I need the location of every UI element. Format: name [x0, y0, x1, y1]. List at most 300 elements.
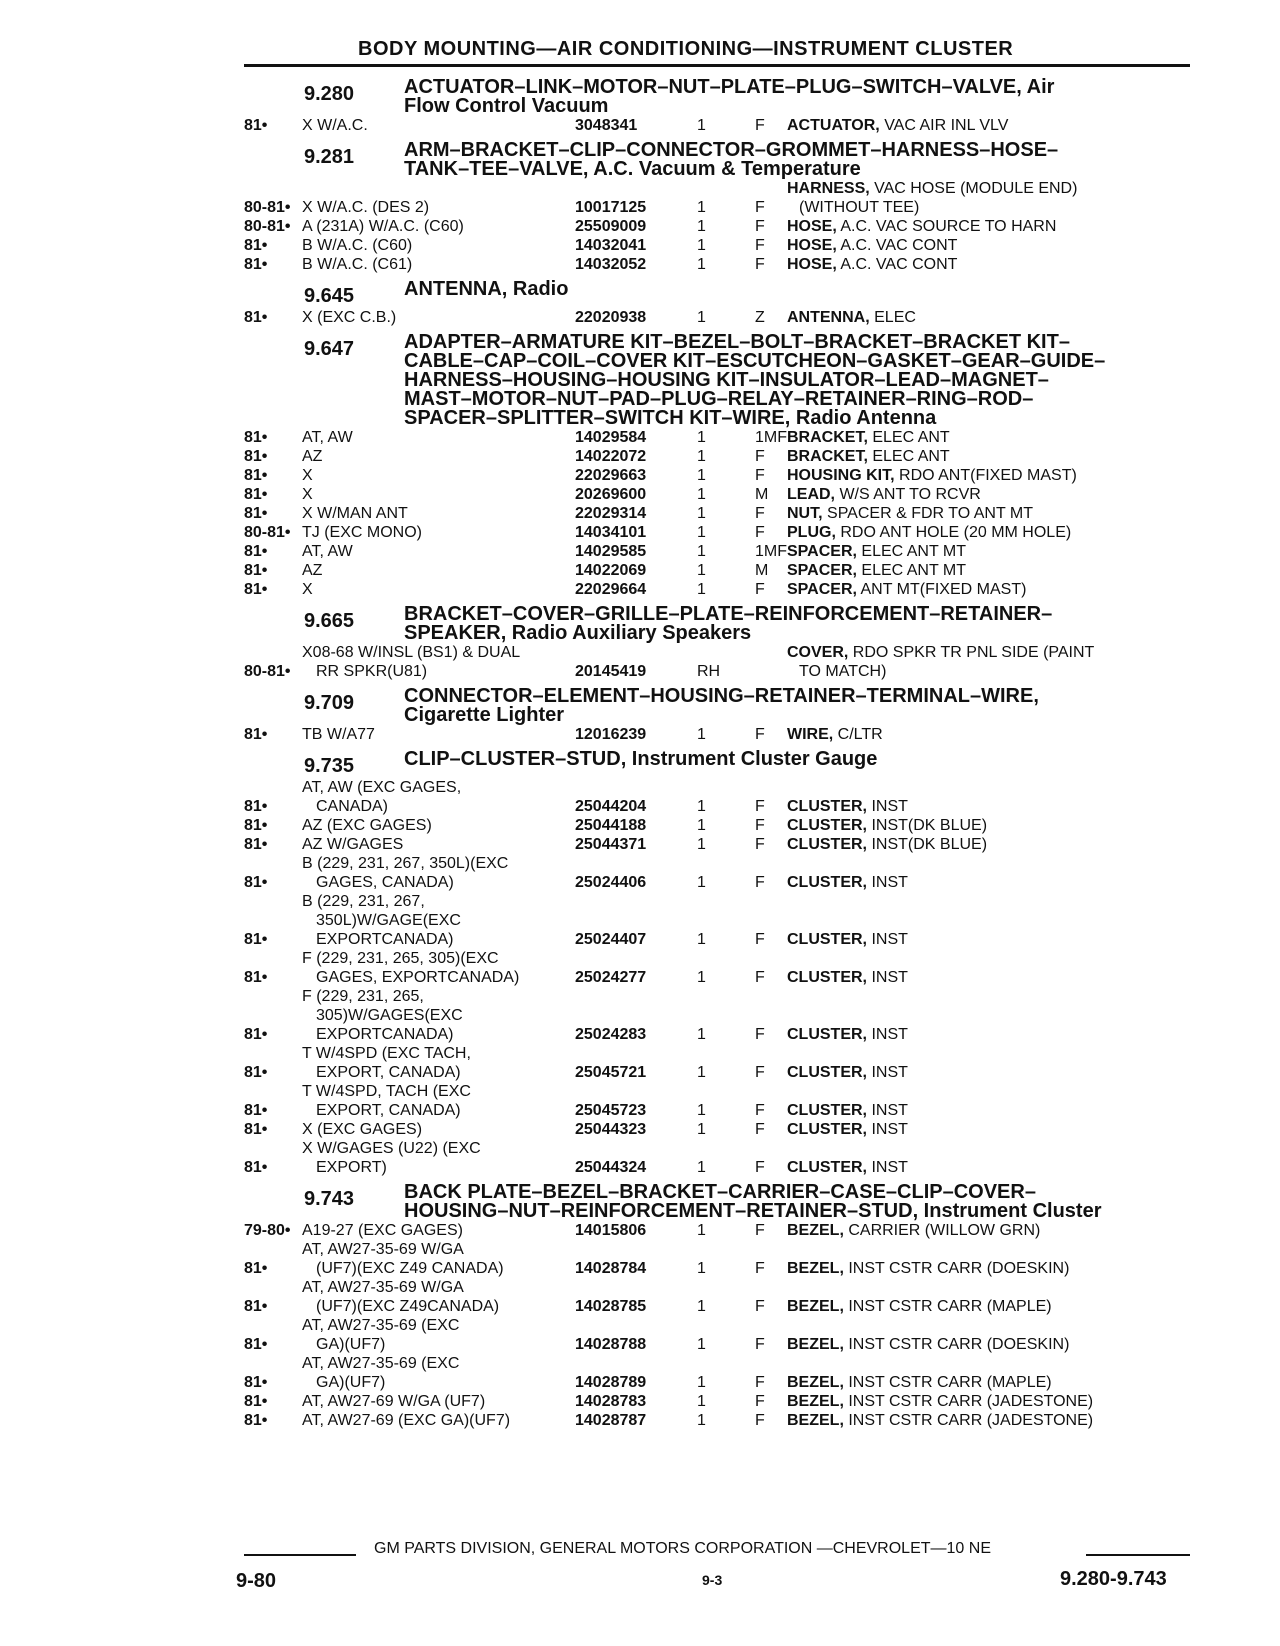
application [302, 892, 575, 949]
quantity: 1 [697, 486, 706, 503]
section-number: 9.645 [304, 285, 355, 307]
section-title-line: Flow Control Vacuum [404, 95, 609, 117]
description-noun: CLUSTER, [787, 798, 867, 815]
application-line: EXPORTCANADA) [316, 931, 454, 948]
description-line [787, 1159, 908, 1176]
part-number: 25024406 [575, 874, 647, 891]
section-heading [244, 333, 1190, 428]
application-line: AZ [302, 448, 323, 465]
description-text: A.C. VAC CONT [840, 237, 958, 254]
description-text: INST [871, 1102, 908, 1119]
source-code: F [755, 1222, 765, 1239]
description-text: INST CSTR CARR (JADESTONE) [848, 1412, 1094, 1429]
application-line: AT, AW27-35-69 (EXC [302, 1317, 460, 1334]
section-title [404, 333, 1190, 428]
application-line: X [302, 467, 313, 484]
description-noun: WIRE, [787, 726, 834, 743]
section-9-645 [244, 280, 1190, 327]
section-number: 9.743 [304, 1188, 355, 1210]
description-line [787, 1026, 908, 1043]
part-row [244, 466, 1190, 485]
part-number: 22029664 [575, 581, 647, 598]
description-noun: BEZEL, [787, 1393, 844, 1410]
description-line [787, 644, 1094, 661]
application-line: X [302, 581, 313, 598]
part-row [244, 835, 1190, 854]
section-title [404, 78, 1190, 116]
source-code: Z [755, 309, 765, 326]
description-line [787, 817, 987, 834]
quantity: 1 [697, 256, 706, 273]
model-year: 81• [244, 931, 268, 948]
description [787, 580, 1190, 599]
application-line: AT, AW27-69 (EXC GA)(UF7) [302, 1412, 511, 1429]
part-number: 14034101 [575, 524, 647, 541]
part-number: 14028788 [575, 1336, 647, 1353]
source-code: F [755, 218, 765, 235]
description [787, 561, 1190, 580]
description-line [787, 874, 908, 891]
quantity: 1 [697, 1159, 706, 1176]
part-number: 22020938 [575, 309, 647, 326]
application [302, 778, 575, 816]
source-code: F [755, 237, 765, 254]
description [787, 1297, 1190, 1316]
part-number: 10017125 [575, 199, 647, 216]
description-noun: HOSE, [787, 218, 837, 235]
part-row [244, 308, 1190, 327]
quantity: 1 [697, 1121, 706, 1138]
quantity: 1 [697, 1393, 706, 1410]
part-row [244, 580, 1190, 599]
part-row [244, 236, 1190, 255]
model-year: 81• [244, 562, 268, 579]
footer-range: 9.280-9.743 [1060, 1568, 1167, 1590]
application [302, 987, 575, 1044]
application-line: X (EXC C.B.) [302, 309, 397, 326]
quantity: 1 [697, 1298, 706, 1315]
section-9-665 [244, 605, 1190, 681]
application [302, 1392, 575, 1411]
application [302, 504, 575, 523]
application [302, 255, 575, 274]
part-number: 22029314 [575, 505, 647, 522]
description-noun: CLUSTER, [787, 817, 867, 834]
application-line: AZ (EXC GAGES) [302, 817, 432, 834]
description-text: INST [871, 1064, 908, 1081]
model-year: 80-81• [244, 663, 291, 680]
source-code: F [755, 798, 765, 815]
part-row [244, 504, 1190, 523]
source-code: 1MF [755, 543, 787, 560]
quantity: 1 [697, 1260, 706, 1277]
description-line [787, 969, 908, 986]
section-heading [244, 687, 1190, 725]
quantity: 1 [697, 1336, 706, 1353]
description [787, 504, 1190, 523]
application [302, 949, 575, 987]
part-number: 25044188 [575, 817, 647, 834]
application-line: X08-68 W/INSL (BS1) & DUAL [302, 644, 521, 661]
description-noun: BEZEL, [787, 1298, 844, 1315]
section-heading [244, 78, 1190, 116]
application [302, 308, 575, 327]
quantity: 1 [697, 505, 706, 522]
description-noun: CLUSTER, [787, 1159, 867, 1176]
source-code: M [755, 562, 769, 579]
part-number: 25045721 [575, 1064, 647, 1081]
section-title-line: TANK–TEE–VALVE, A.C. Vacuum & Temperature [404, 158, 861, 180]
source-code: F [755, 256, 765, 273]
quantity: RH [697, 663, 721, 680]
application-line: AT, AW [302, 543, 353, 560]
description-line [787, 1121, 908, 1138]
description-noun: BEZEL, [787, 1412, 844, 1429]
source-code: F [755, 1374, 765, 1391]
part-row [244, 179, 1190, 217]
part-row [244, 1392, 1190, 1411]
description-text: ELEC ANT MT [861, 562, 967, 579]
source-code: F [755, 726, 765, 743]
description [787, 523, 1190, 542]
section-9-280 [244, 78, 1190, 135]
description-line [787, 505, 1033, 522]
part-number: 14032052 [575, 256, 647, 273]
model-year: 81• [244, 1374, 268, 1391]
description [787, 968, 1190, 987]
model-year: 81• [244, 817, 268, 834]
page-title: BODY MOUNTING—AIR CONDITIONING—INSTRUMENT CLUSTER [358, 38, 1014, 60]
quantity: 1 [697, 969, 706, 986]
source-code: F [755, 524, 765, 541]
application [302, 835, 575, 854]
quantity: 1 [697, 309, 706, 326]
application-line: X (EXC GAGES) [302, 1121, 423, 1138]
application [302, 1139, 575, 1177]
description [787, 1101, 1190, 1120]
description-text: C/LTR [837, 726, 883, 743]
quantity: 1 [697, 931, 706, 948]
model-year: 81• [244, 1102, 268, 1119]
quantity: 1 [697, 1222, 706, 1239]
part-row [244, 561, 1190, 580]
source-code: M [755, 486, 769, 503]
section-title [404, 605, 1190, 643]
description [787, 643, 1190, 681]
application-line: TB W/A77 [302, 726, 375, 743]
source-code: F [755, 505, 765, 522]
section-title-line: CONNECTOR–ELEMENT–HOUSING–RETAINER–TERMINAL–WIRE, [404, 685, 1039, 707]
application-line: T W/4SPD, TACH (EXC [302, 1083, 471, 1100]
application-line: EXPORT) [316, 1159, 387, 1176]
source-code: F [755, 199, 765, 216]
part-row [244, 892, 1190, 949]
model-year: 81• [244, 467, 268, 484]
part-number: 25024407 [575, 931, 647, 948]
part-row [244, 255, 1190, 274]
description [787, 725, 1190, 744]
description-line [787, 798, 908, 815]
part-number: 20269600 [575, 486, 647, 503]
description [787, 797, 1190, 816]
part-number: 14028789 [575, 1374, 647, 1391]
quantity: 1 [697, 836, 706, 853]
description-noun: PLUG, [787, 524, 836, 541]
quantity: 1 [697, 1026, 706, 1043]
quantity: 1 [697, 1102, 706, 1119]
part-row [244, 485, 1190, 504]
application [302, 1278, 575, 1316]
footer-corporation: GM PARTS DIVISION, GENERAL MOTORS CORPORATION —CHEVROLET—10 NE [374, 1540, 991, 1557]
description-noun: LEAD, [787, 486, 835, 503]
description-noun: ACTUATOR, [787, 117, 880, 134]
source-code: F [755, 1260, 765, 1277]
description [787, 447, 1190, 466]
application [302, 643, 575, 681]
source-code: F [755, 836, 765, 853]
part-row [244, 428, 1190, 447]
description-noun: CLUSTER, [787, 1121, 867, 1138]
application-line: AZ [302, 562, 323, 579]
quantity: 1 [697, 581, 706, 598]
source-code: F [755, 448, 765, 465]
part-row [244, 643, 1190, 681]
description-noun: CLUSTER, [787, 1026, 867, 1043]
description [787, 816, 1190, 835]
description-line [787, 429, 950, 446]
description-text: VAC HOSE (MODULE END) [874, 180, 1078, 197]
description [787, 835, 1190, 854]
description-line [787, 467, 1077, 484]
section-title [404, 1183, 1190, 1221]
description-line: TO MATCH) [799, 663, 887, 680]
model-year: 81• [244, 726, 268, 743]
description-line [787, 1412, 1093, 1429]
part-row [244, 116, 1190, 135]
section-9-709 [244, 687, 1190, 744]
part-number: 22029663 [575, 467, 647, 484]
quantity: 1 [697, 117, 706, 134]
part-row [244, 1316, 1190, 1354]
application-line: (UF7)(EXC Z49 CANADA) [316, 1260, 504, 1277]
application-line: AT, AW27-35-69 W/GA [302, 1241, 464, 1258]
application [302, 198, 575, 217]
description-text: INST CSTR CARR (DOESKIN) [848, 1336, 1070, 1353]
part-number: 20145419 [575, 663, 647, 680]
application-line: CANADA) [316, 798, 389, 815]
model-year: 81• [244, 309, 268, 326]
part-row [244, 1120, 1190, 1139]
description-line [787, 543, 966, 560]
model-year: 81• [244, 1260, 268, 1277]
part-row [244, 1240, 1190, 1278]
part-row [244, 1411, 1190, 1430]
description [787, 930, 1190, 949]
description-noun: CLUSTER, [787, 1102, 867, 1119]
application-line: GA)(UF7) [316, 1374, 386, 1391]
part-row [244, 447, 1190, 466]
model-year: 81• [244, 256, 268, 273]
model-year: 81• [244, 1026, 268, 1043]
part-row [244, 542, 1190, 561]
part-row [244, 854, 1190, 892]
description-text: A.C. VAC CONT [840, 256, 958, 273]
model-year: 81• [244, 543, 268, 560]
quantity: 1 [697, 237, 706, 254]
application [302, 428, 575, 447]
application-line: 350L)W/GAGE(EXC [316, 912, 461, 929]
model-year: 81• [244, 874, 268, 891]
description-line [787, 256, 957, 273]
application-line: F (229, 231, 265, 305)(EXC [302, 950, 499, 967]
description [787, 1373, 1190, 1392]
description-noun: BEZEL, [787, 1260, 844, 1277]
part-row [244, 816, 1190, 835]
part-number: 14029584 [575, 429, 647, 446]
section-heading [244, 750, 1190, 778]
application-line: A (231A) W/A.C. (C60) [302, 218, 464, 235]
section-number: 9.280 [304, 83, 355, 105]
description-line: (WITHOUT TEE) [799, 199, 920, 216]
application [302, 217, 575, 236]
description-noun: CLUSTER, [787, 1064, 867, 1081]
description [787, 466, 1190, 485]
part-number: 14022069 [575, 562, 647, 579]
description-line [787, 836, 987, 853]
description-line [787, 1393, 1093, 1410]
source-code: F [755, 467, 765, 484]
description-line [787, 486, 981, 503]
model-year: 81• [244, 581, 268, 598]
description-noun: BEZEL, [787, 1336, 844, 1353]
description-line [787, 218, 1056, 235]
application-line: GAGES, CANADA) [316, 874, 454, 891]
source-code: F [755, 1102, 765, 1119]
application [302, 816, 575, 835]
section-heading [244, 1183, 1190, 1221]
application [302, 1120, 575, 1139]
application-line: RR SPKR(U81) [316, 663, 428, 680]
part-row [244, 217, 1190, 236]
part-number: 3048341 [575, 117, 638, 134]
description-text: INST(DK BLUE) [871, 817, 988, 834]
section-9-281 [244, 141, 1190, 274]
description-noun: HOUSING KIT, [787, 467, 895, 484]
application [302, 1411, 575, 1430]
application-line: A19-27 (EXC GAGES) [302, 1222, 463, 1239]
description [787, 1063, 1190, 1082]
model-year: 81• [244, 798, 268, 815]
description-line [787, 581, 1026, 598]
part-number: 14022072 [575, 448, 647, 465]
application [302, 1354, 575, 1392]
section-title-line: ANTENNA, Radio [404, 278, 569, 300]
section-title [404, 280, 1190, 308]
description-text: A.C. VAC SOURCE TO HARN [840, 218, 1057, 235]
application [302, 542, 575, 561]
footer-rule-right [1086, 1554, 1190, 1556]
model-year: 81• [244, 429, 268, 446]
description-line [787, 1222, 1040, 1239]
part-number: 14015806 [575, 1222, 647, 1239]
section-title-line: ACTUATOR–LINK–MOTOR–NUT–PLATE–PLUG–SWITCH–VALVE, Air [404, 76, 1055, 98]
application [302, 485, 575, 504]
footer-rule-left [244, 1554, 356, 1556]
source-code: F [755, 1159, 765, 1176]
description [787, 485, 1190, 504]
quantity: 1 [697, 448, 706, 465]
application [302, 580, 575, 599]
description-noun: SPACER, [787, 581, 857, 598]
source-code: F [755, 874, 765, 891]
part-number: 25509009 [575, 218, 647, 235]
application-line: AT, AW27-35-69 (EXC [302, 1355, 460, 1372]
part-number: 25044324 [575, 1159, 647, 1176]
section-title [404, 687, 1190, 725]
application [302, 1221, 575, 1240]
application-line: B W/A.C. (C61) [302, 256, 413, 273]
application [302, 725, 575, 744]
part-row [244, 1082, 1190, 1120]
quantity: 1 [697, 543, 706, 560]
parts-listing [244, 72, 1190, 1430]
quantity: 1 [697, 1064, 706, 1081]
description-text: INST CSTR CARR (MAPLE) [848, 1298, 1052, 1315]
source-code: F [755, 1121, 765, 1138]
application [302, 854, 575, 892]
description-text: VAC AIR INL VLV [884, 117, 1009, 134]
model-year: 81• [244, 486, 268, 503]
application-line: X W/GAGES (U22) (EXC [302, 1140, 481, 1157]
application-line: X W/A.C. [302, 117, 368, 134]
section-number: 9.281 [304, 146, 355, 168]
description-line [787, 562, 966, 579]
application [302, 1082, 575, 1120]
application [302, 1044, 575, 1082]
part-row [244, 1044, 1190, 1082]
application-line: AT, AW27-35-69 W/GA [302, 1279, 464, 1296]
description-line [787, 448, 950, 465]
application [302, 466, 575, 485]
part-row [244, 523, 1190, 542]
model-year: 80-81• [244, 199, 291, 216]
part-number: 12016239 [575, 726, 647, 743]
application-line: AZ W/GAGES [302, 836, 404, 853]
application [302, 523, 575, 542]
description-line [787, 1336, 1069, 1353]
description-text: INST [871, 1026, 908, 1043]
source-code: F [755, 117, 765, 134]
description-line [787, 1064, 908, 1081]
description-line [787, 309, 916, 326]
model-year: 81• [244, 1412, 268, 1429]
part-row [244, 949, 1190, 987]
description-text: W/S ANT TO RCVR [839, 486, 981, 503]
description-noun: BEZEL, [787, 1222, 844, 1239]
description-noun: CLUSTER, [787, 931, 867, 948]
description-line [787, 1298, 1052, 1315]
section-title [404, 141, 1190, 179]
application-line: (UF7)(EXC Z49CANADA) [316, 1298, 500, 1315]
part-row [244, 1278, 1190, 1316]
application-line: EXPORT, CANADA) [316, 1102, 461, 1119]
description [787, 236, 1190, 255]
part-number: 25045723 [575, 1102, 647, 1119]
quantity: 1 [697, 429, 706, 446]
part-row [244, 1139, 1190, 1177]
quantity: 1 [697, 817, 706, 834]
section-title-line: CABLE–CAP–COIL–COVER KIT–ESCUTCHEON–GASKET–GEAR–GUIDE– [404, 350, 1106, 372]
